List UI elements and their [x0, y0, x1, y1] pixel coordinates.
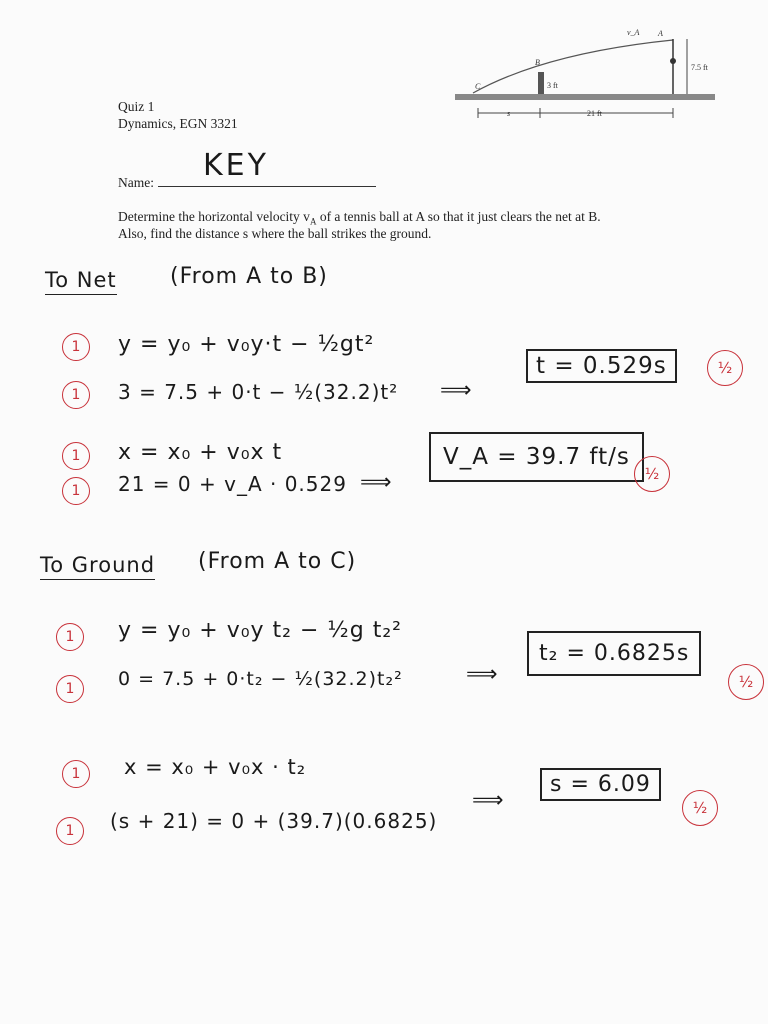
equation-8: (s + 21) = 0 + (39.7)(0.6825) — [110, 809, 438, 833]
score-point: 1 — [56, 817, 84, 845]
equation-6: 0 = 7.5 + 0·t₂ − ½(32.2)t₂² — [118, 668, 403, 690]
score-point: 1 — [62, 333, 90, 361]
score-half: ½ — [634, 456, 670, 492]
label-s: s — [507, 109, 511, 118]
equation-2: 3 = 7.5 + 0·t − ½(32.2)t² — [118, 380, 399, 404]
equation-4: 21 = 0 + v_A · 0.529 — [118, 472, 347, 496]
label-player-height: 7.5 ft — [691, 63, 708, 72]
score-half: ½ — [707, 350, 743, 386]
equation-1: y = y₀ + v₀y·t − ½gt² — [118, 332, 375, 357]
answer-time: t = 0.529s — [526, 349, 677, 383]
label-c: C — [475, 82, 481, 91]
quiz-title: Quiz 1 — [118, 99, 155, 114]
equation-3: x = x₀ + v₀x t — [118, 440, 283, 465]
section-to-ground-title: To Ground — [40, 553, 155, 580]
score-half: ½ — [682, 790, 718, 826]
score-point: 1 — [62, 477, 90, 505]
label-distance: 21 ft — [587, 109, 602, 118]
section-to-ground-subtitle: (From A to C) — [198, 549, 357, 574]
ball-trajectory — [473, 40, 673, 93]
answer-time-2: t₂ = 0.6825s — [527, 631, 701, 676]
implies-arrow: ⟹ — [466, 662, 499, 687]
answer-velocity: V_A = 39.7 ft/s — [429, 432, 644, 482]
implies-arrow: ⟹ — [472, 788, 505, 813]
name-line — [158, 186, 376, 187]
label-a: A — [658, 29, 663, 38]
net — [538, 72, 544, 94]
equation-7: x = x₀ + v₀x · t₂ — [124, 755, 307, 779]
section-to-net-title: To Net — [45, 268, 117, 295]
score-point: 1 — [62, 381, 90, 409]
score-point: 1 — [56, 623, 84, 651]
score-point: 1 — [56, 675, 84, 703]
score-half: ½ — [728, 664, 764, 700]
ground — [455, 94, 715, 100]
implies-arrow: ⟹ — [440, 378, 473, 403]
label-b: B — [535, 58, 540, 67]
label-va: v_A — [627, 28, 640, 37]
section-to-net-subtitle: (From A to B) — [170, 264, 328, 289]
implies-arrow: ⟹ — [360, 470, 393, 495]
name-value: KEY — [203, 148, 269, 183]
score-point: 1 — [62, 442, 90, 470]
label-net-height: 3 ft — [547, 81, 558, 90]
score-point: 1 — [62, 760, 90, 788]
tennis-diagram — [455, 25, 715, 130]
problem-line-1: Determine the horizontal velocity $v_A$ of a tennis ball at A so that it just clears the net at B. — [118, 209, 601, 227]
answer-distance: s = 6.09 — [540, 768, 661, 801]
course-name: Dynamics, EGN 3321 — [118, 116, 238, 131]
name-label: Name: — [118, 175, 154, 190]
problem-line-2: Also, find the distance s where the ball strikes the ground. — [118, 226, 432, 241]
equation-5: y = y₀ + v₀y t₂ − ½g t₂² — [118, 618, 402, 643]
